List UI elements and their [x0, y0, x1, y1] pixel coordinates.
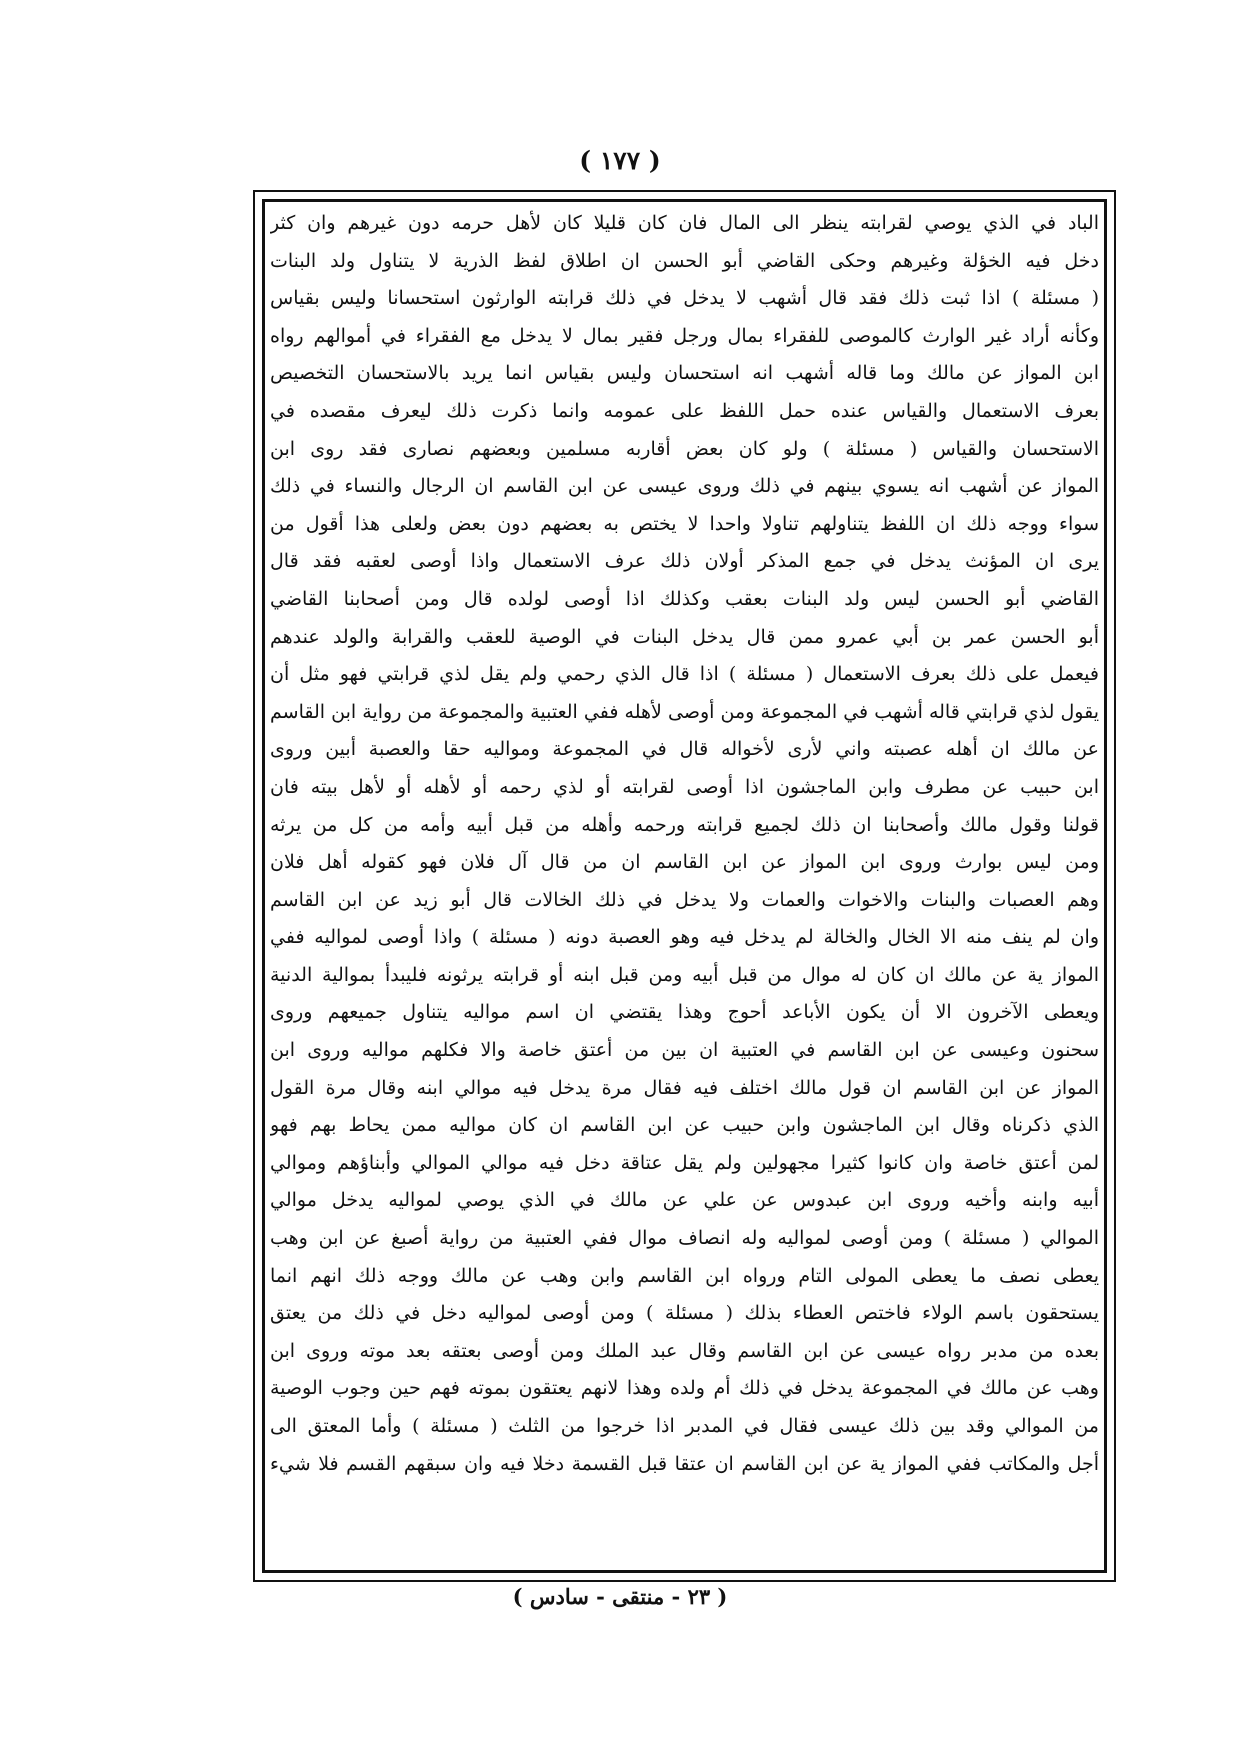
text-line: ومن ليس بوارث وروى ابن المواز عن ابن القاسم ان من قال آل فلان فهو كقوله أهل فلان: [270, 851, 1099, 874]
text-line: المواز ية عن مالك ان كان له موال من قبل أبيه ومن قبل ابنه أو قرابته يرثونه فليبدأ بموالية الدنية: [270, 963, 1099, 986]
text-line: القاضي أبو الحسن ليس ولد البنات بعقب وكذلك اذا أوصى لولده قال ومن أصحابنا القاضي: [270, 587, 1099, 610]
text-line: بعده من مدبر رواه عيسى عن ابن القاسم وقال عبد الملك ومن أوصى بعتقه بعد موته وروى ابن: [270, 1339, 1099, 1362]
text-line: ( مسئلة ) اذا ثبت ذلك فقد قال أشهب لا يدخل في ذلك قرابته الوارثون استحسانا وليس بقياس: [270, 287, 1099, 310]
text-line: الباد في الذي يوصي لقرابته ينظر الى المال فان كان قليلا كان لأهل حرمه دون غيرهم وان كثر: [270, 212, 1099, 234]
text-line: ابن حبيب عن مطرف وابن الماجشون اذا أوصى لقرابته أو لذي رحمه أو لأهله أو لأهل بيته فان: [270, 775, 1099, 798]
text-line: وهب عن مالك في المجموعة يدخل في ذلك أم ولده وهذا لانهم يعتقون بموته فهم حين وجوب الوصية: [270, 1377, 1099, 1400]
text-line: وان لم ينف منه الا الخال والخالة لم يدخل فيه وهو العصبة دونه ( مسئلة ) واذا أوصى لمواليه ففي: [270, 926, 1099, 949]
text-line: الموالي ( مسئلة ) ومن أوصى لمواليه وله انصاف موال ففي العتبية من رواية أصبغ عن ابن وهب: [270, 1227, 1099, 1250]
text-line: بعرف الاستعمال والقياس عنده حمل اللفظ على عمومه وانما ذكرت ذلك ليعرف مقصده في: [270, 399, 1099, 422]
text-line: المواز عن أشهب انه يسوي بينهم في ذلك وروى عيسى عن ابن القاسم ان الرجال والنساء في ذلك: [270, 475, 1099, 498]
text-line: يرى ان المؤنث يدخل في جمع المذكر أولان ذلك عرف الاستعمال واذا أوصى لعقبه فقد قال: [270, 550, 1099, 573]
text-line: قولنا وقول مالك وأصحابنا ان ذلك لجميع قرابته ورحمه وأهله من قبل أبيه وأمه من كل من يرثه: [270, 813, 1099, 836]
text-line: الذي ذكرناه وقال ابن الماجشون وابن حبيب عن ابن القاسم ان كان مواليه ممن يحاط بهم فهو: [270, 1114, 1099, 1137]
text-line: عن مالك ان أهله عصبته واني لأرى لأخواله قال في المجموعة ومواليه حقا والعصبة أبين وروى: [270, 738, 1099, 761]
text-line: يقول لذي قرابتي قاله أشهب في المجموعة ومن أوصى لأهله ففي العتبية والمجموعة من رواية ابن القاسم: [270, 700, 1099, 723]
text-line: ابن المواز عن مالك وما قاله أشهب انه استحسان وليس بقياس انما يريد بالاستحسان التخصيص: [270, 362, 1099, 385]
text-line: أجل والمكاتب ففي المواز ية عن ابن القاسم ان عتقا قبل القسمة دخلا فيه وان سبقهم القسم فلا شيء: [270, 1452, 1099, 1475]
text-line: أبيه وابنه وأخيه وروى ابن عبدوس عن علي عن مالك في الذي يوصي لمواليه يدخل موالي: [270, 1189, 1099, 1212]
text-line: المواز عن ابن القاسم ان قول مالك اختلف فيه فقال مرة يدخل فيه موالي ابنه وقال مرة القول: [270, 1076, 1099, 1099]
text-line: ويعطى الآخرون الا أن يكون الأباعد أحوج وهذا يقتضي ان اسم مواليه يتناول جميعهم وروى: [270, 1001, 1099, 1024]
text-line: لمن أعتق خاصة وان كانوا كثيرا مجهولين ولم يقل عتاقة دخل فيه موالي الموالي وأبناؤهم وموالي: [270, 1151, 1099, 1174]
text-line: وكأنه أراد غير الوارث كالموصى للفقراء بمال ورجل فقير بمال لا يدخل مع الفقراء في أموالهم رواه: [270, 324, 1099, 347]
text-line: الاستحسان والقياس ( مسئلة ) ولو كان بعض أقاربه مسلمين وبعضهم نصارى فقد روى ابن: [270, 437, 1099, 460]
text-line: دخل فيه الخؤلة وغيرهم وحكى القاضي أبو الحسن ان اطلاق لفظ الذرية لا يتناول ولد البنات: [270, 249, 1099, 272]
text-line: من الموالي وقد بين ذلك عيسى فقال في المدبر اذا خرجوا من الثلث ( مسئلة ) وأما المعتق الى: [270, 1415, 1099, 1437]
text-line: سواء ووجه ذلك ان اللفظ يتناولهم تناولا واحدا لا يختص به بعضهم دون بعض ولعلى هذا أقول من: [270, 512, 1099, 535]
page-number: ( ١٧٧ ): [579, 146, 661, 175]
text-line: يعطى نصف ما يعطى المولى التام ورواه ابن القاسم وابن وهب عن مالك ووجه ذلك انهم انما: [270, 1264, 1099, 1287]
text-line: سحنون وعيسى عن ابن القاسم في العتبية ان بين من أعتق خاصة والا فكلهم مواليه وروى ابن: [270, 1039, 1099, 1062]
body-text: [270, 205, 1099, 1567]
signature-marker: ( ٢٣ - منتقى - سادس ): [512, 1584, 728, 1609]
text-line: أبو الحسن عمر بن أبي عمرو ممن قال يدخل البنات في الوصية للعقب والقرابة والولد عندهم: [270, 625, 1099, 648]
text-line: فيعمل على ذلك بعرف الاستعمال ( مسئلة ) اذا قال الذي رحمي ولم يقل لذي قرابتي فهو مثل أن: [270, 663, 1099, 686]
text-line: يستحقون باسم الولاء فاختص العطاء بذلك ( مسئلة ) ومن أوصى لمواليه دخل في ذلك من يعتق: [270, 1302, 1099, 1325]
text-line: وهم العصبات والبنات والاخوات والعمات ولا يدخل في ذلك الخالات قال أبو زيد عن ابن القاسم: [270, 888, 1099, 911]
